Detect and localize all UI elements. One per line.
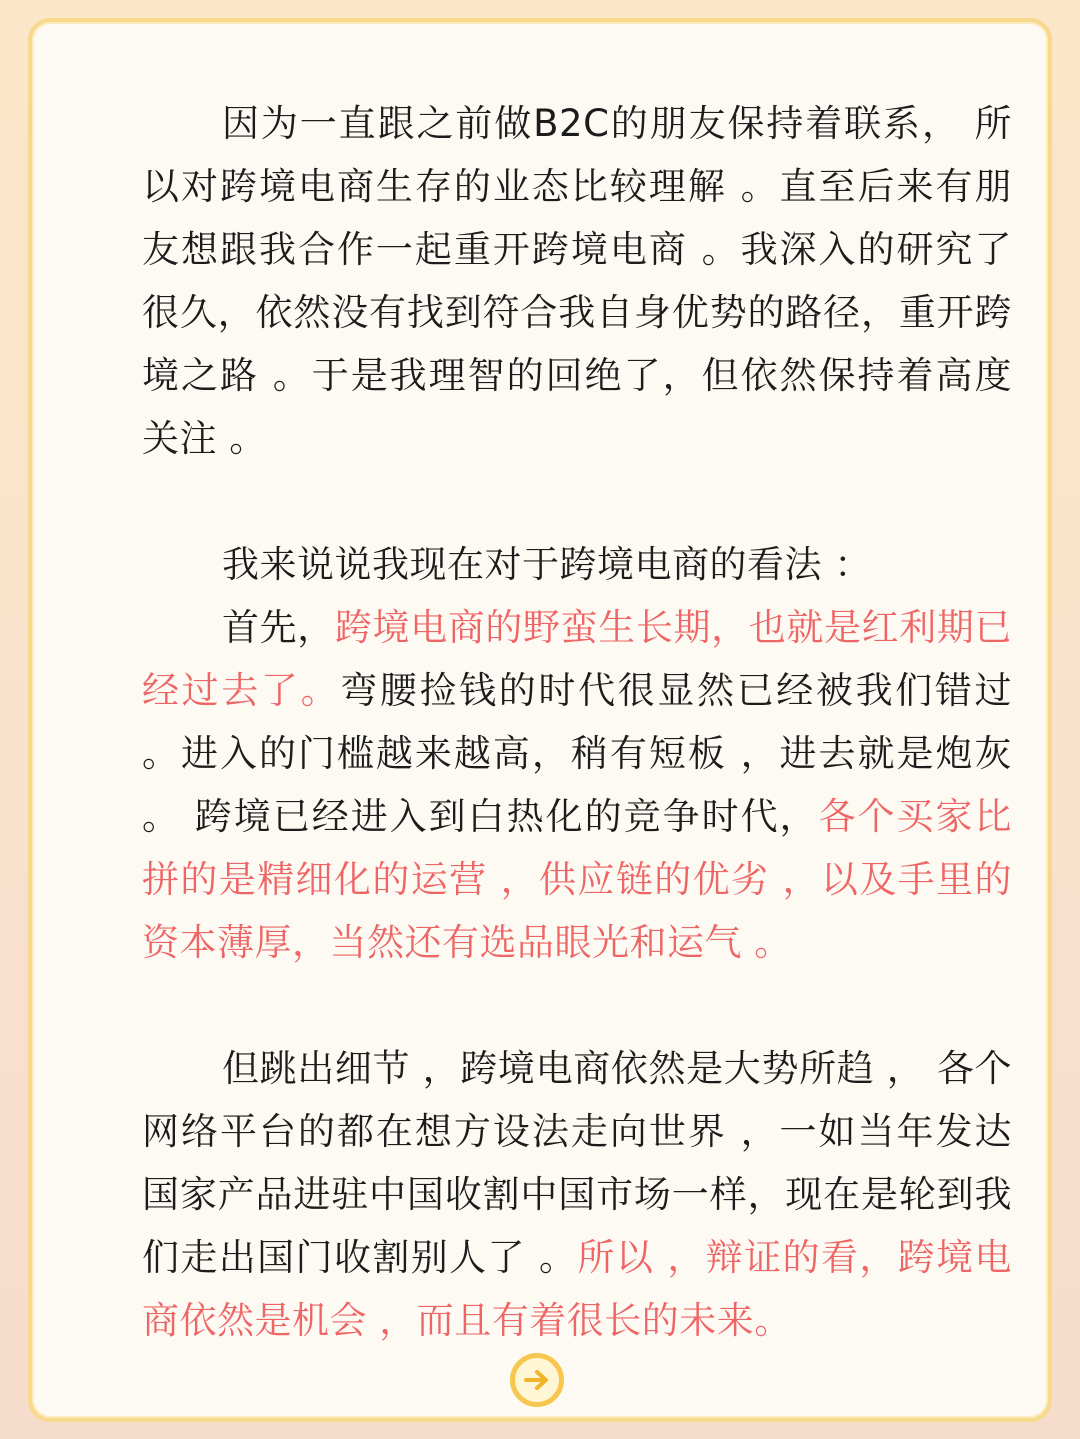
paragraph-3 <box>142 596 1012 974</box>
paragraph-gap <box>142 974 1012 1037</box>
paragraph-4-highlight: 所以 ，辩证的看，跨境电商依然是机会 ，而且有着很长的未来。 <box>142 1236 1013 1342</box>
paragraph-4-lead: 但跳出细节 ，跨境电商依然是大势所趋 ， 各个网络平台的都在想方设法走向世界 ，一如当年发达国家产品进驻中国收割中国市场一样，现在是轮到我们走出国门收割别人了 。 <box>142 1047 1012 1279</box>
paragraph-3-highlight-1: 跨境电商的野蛮生长期，也就是红利期已经过去了。 <box>142 606 1012 712</box>
arrow-right-icon <box>523 1369 551 1391</box>
article-body <box>142 92 1012 1352</box>
paragraph-2 <box>142 533 1012 596</box>
paragraph-2-text: 我来说说我现在对于跨境电商的看法 ： <box>222 543 872 586</box>
paragraph-1 <box>142 92 1012 470</box>
paragraph-3-middle: 弯腰捡钱的时代很显然已经被我们错过 。进入的门槛越来越高，稍有短板 ，进去就是炮灰 。 跨境已经进入到白热化的竞争时代， <box>142 669 1013 838</box>
paragraph-3-highlight-2: 各个买家比拼的是精细化的运营 ，供应链的优劣 ，以及手里的资本薄厚，当然还有选品眼光和运气 。 <box>142 795 1012 964</box>
paragraph-3-lead: 首先， <box>222 606 335 649</box>
content-card <box>28 18 1052 1422</box>
paragraph-gap <box>142 470 1012 533</box>
paragraph-4 <box>142 1037 1012 1352</box>
next-page-button[interactable] <box>510 1353 564 1407</box>
paragraph-1-text: 因为一直跟之前做B2C的朋友保持着联系， 所以对跨境电商生存的业态比较理解 。直至后来有朋友想跟我合作一起重开跨境电商 。我深入的研究了很久，依然没有找到符合我自身优势的路径，重开跨境之路 。于是我理智的回绝了，但依然保持着高度关注 。 <box>142 102 1012 460</box>
